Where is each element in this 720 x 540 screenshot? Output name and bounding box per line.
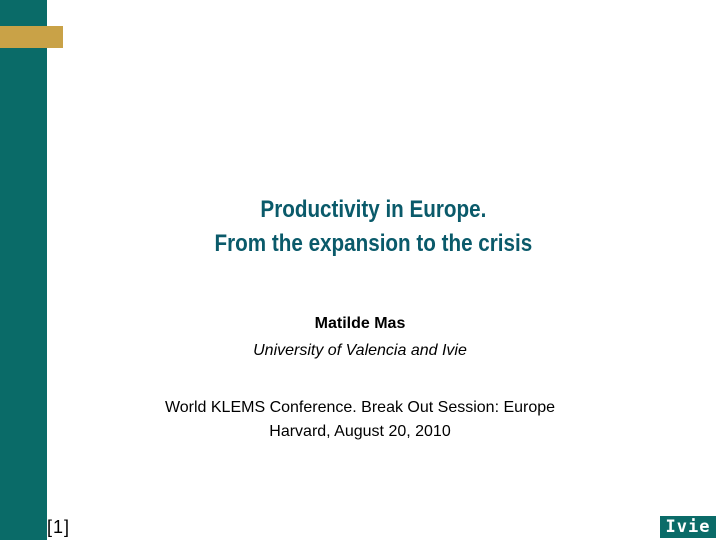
slide-title (111, 193, 636, 261)
title-line-2: From the expansion to the crisis (214, 230, 533, 257)
author-name: Matilde Mas (314, 315, 406, 332)
accent-tab (0, 26, 63, 48)
conference-line-1: World KLEMS Conference. Break Out Session: Europe (164, 399, 556, 416)
conference-line-2: Harvard, August 20, 2010 (269, 423, 451, 440)
author-affiliation: University of Valencia and Ivie (253, 342, 467, 359)
conference-info (60, 396, 660, 444)
title-line-1: Productivity in Europe. (260, 196, 487, 223)
left-sidebar-bar (0, 0, 47, 540)
page-number: [1] (47, 517, 71, 537)
ivie-logo: Ivie (660, 516, 716, 538)
